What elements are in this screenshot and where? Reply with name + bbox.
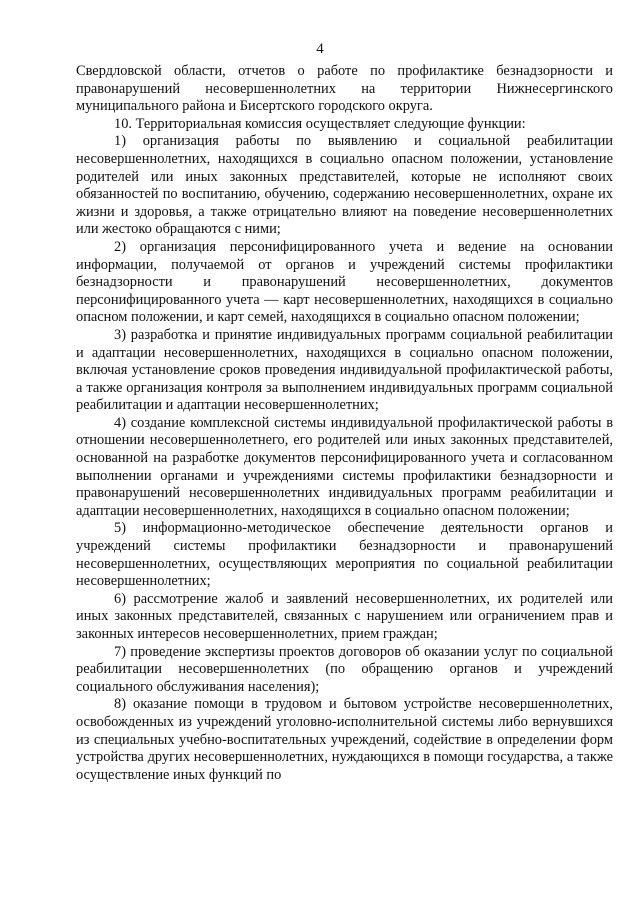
paragraph-item-10: 10. Территориальная комиссия осуществляет следующие функции: bbox=[114, 115, 526, 132]
page-number: 4 bbox=[316, 41, 324, 57]
paragraph-function-7: 7) проведение экспертизы проектов договоров об оказании услуг по социальной реабилитации несовершеннолетних (по обращению органов и учреждений социального обслуживания населения); bbox=[76, 643, 613, 695]
paragraph-function-6: 6) рассмотрение жалоб и заявлений несовершеннолетних, их родителей или иных законных представителей, связанных с нарушением или ограничением прав и законных интересов несовершеннолетних, прием граждан; bbox=[76, 590, 613, 642]
paragraph-function-4: 4) создание комплексной системы индивидуальной профилактической работы в отношении несовершеннолетнего, его родителей или иных законных представителей, основанной на разработке документов персонифицированного учета и согласованном выполнении органами и учреждениями системы профилактики безнадзорности и правонарушений несовершеннолетних индивидуальных программ реабилитации и адаптации несовершеннолетних, находящихся в социально опасном положении; bbox=[76, 414, 613, 519]
paragraph-continuation: Свердловской области, отчетов о работе по профилактике безнадзорности и правонарушений несовершеннолетних на территории Нижнесергинского муниципального района и Бисертского городского округа. bbox=[76, 63, 613, 115]
document-body bbox=[76, 63, 613, 784]
paragraph-function-1: 1) организация работы по выявлению и социальной реабилитации несовершеннолетних, находящихся в социально опасном положении, установление родителей или иных законных представителей, которые не исполняют своих обязанностей по воспитанию, обучению, содержанию несовершеннолетних, охране их жизни и здоровья, а также отрицательно влияют на поведение несовершеннолетних или жестоко обращаются с ними; bbox=[76, 133, 613, 238]
paragraph-function-8: 8) оказание помощи в трудовом и бытовом устройстве несовершеннолетних, освобожденных из учреждений уголовно-исполнительной системы либо вернувшихся из специальных учебно-воспитательных учреждений, содействие в определении форм устройства других несовершеннолетних, нуждающихся в помощи государства, а также осуществление иных функций по bbox=[76, 696, 613, 783]
paragraph-function-2: 2) организация персонифицированного учета и ведение на основании информации, получаемой от органов и учреждений системы профилактики безнадзорности и правонарушений несовершеннолетних, документов персонифицированного учета — карт несовершеннолетних, находящихся в социально опасном положении, и карт семей, находящихся в социально опасном положении; bbox=[76, 238, 613, 326]
paragraph-function-5: 5) информационно-методическое обеспечение деятельности органов и учреждений системы профилактики безнадзорности и правонарушений несовершеннолетних, осуществляющих мероприятия по социальной реабилитации несовершеннолетних; bbox=[76, 520, 613, 590]
paragraph-function-3: 3) разработка и принятие индивидуальных программ социальной реабилитации и адаптации несовершеннолетних, находящихся в социально опасном положении, включая установление сроков проведения индивидуальной профилактической работы, а также организация контроля за выполнением индивидуальных программ социальной реабилитации и адаптации несовершеннолетних; bbox=[76, 326, 613, 414]
